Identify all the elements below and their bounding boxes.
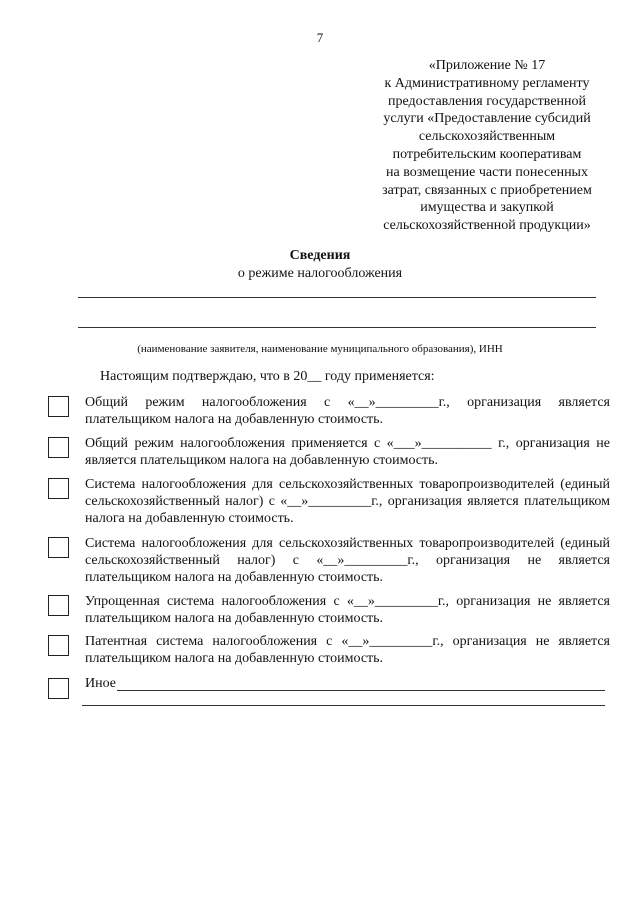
tax-regime-checkbox[interactable] (48, 437, 69, 458)
appendix-line: на возмещение части понесенных (386, 164, 588, 180)
other-regime-checkbox[interactable] (48, 678, 69, 699)
tax-regime-option-text: Система налогообложения для сельскохозяйственных товаропроизводителей (единый сельскохозяйственный налог) с «__»_________г., организация является плательщиком налога на добавленную стоимость. (85, 477, 610, 526)
appendix-line: затрат, связанных с приобретением (382, 182, 592, 198)
page-number: 7 (316, 30, 324, 45)
appendix-line: предоставления государственной (387, 93, 587, 109)
intro-statement: Настоящим подтверждаю, что в 20__ году применяется: (100, 369, 435, 384)
document-subtitle: о режиме налогообложения (237, 266, 403, 281)
tax-regime-checkbox[interactable] (48, 635, 69, 656)
tax-regime-option (45, 633, 611, 673)
appendix-line: имущества и закупкой (420, 200, 554, 216)
other-regime-field[interactable] (117, 690, 605, 691)
tax-regime-option (45, 476, 611, 526)
tax-regime-option-text: Система налогообложения для сельскохозяйственных товаропроизводителей (единый сельскохозяйственный налог) с «__»_________г., организация не является плательщиком налога на добавленную стоимость. (85, 536, 610, 585)
tax-regime-option-text: Упрощенная система налогообложения с «__»_________г., организация не является плательщиком налога на добавленную стоимость. (85, 594, 610, 626)
appendix-line: «Приложение № 17 (428, 58, 546, 73)
appendix-header (343, 57, 631, 235)
tax-regime-option (45, 593, 611, 633)
applicant-field-caption: (наименование заявителя, наименование муниципального образования), ИНН (137, 343, 503, 355)
tax-regime-option (45, 535, 611, 585)
applicant-name-field[interactable] (78, 297, 596, 298)
tax-regime-checkbox[interactable] (48, 478, 69, 499)
tax-regime-option-text: Общий режим налогообложения с «__»_________г., организация является плательщиком налога на добавленную стоимость. (85, 395, 610, 427)
document-title: Сведения (289, 248, 351, 263)
other-regime-option (45, 676, 611, 716)
tax-regime-checkbox[interactable] (48, 396, 69, 417)
appendix-line: сельскохозяйственным (418, 129, 556, 145)
other-regime-label: Иное (85, 676, 116, 691)
tax-regime-checkbox[interactable] (48, 537, 69, 558)
appendix-line: потребительским кооперативам (392, 146, 582, 162)
tax-regime-option (45, 394, 611, 434)
other-regime-field-continued[interactable] (82, 705, 605, 706)
appendix-line: к Административному регламенту (384, 75, 590, 91)
tax-regime-option-text: Общий режим налогообложения применяется с «___»__________ г., организация не является плательщиком налога на добавленную стоимость. (85, 436, 610, 468)
appendix-line: сельскохозяйственной продукции» (383, 218, 591, 234)
tax-regime-checkbox[interactable] (48, 595, 69, 616)
tax-regime-option-text: Патентная система налогообложения с «__»_________г., организация не является плательщиком налога на добавленную стоимость. (85, 634, 610, 666)
applicant-name-field-continued[interactable] (78, 327, 596, 328)
appendix-line: услуги «Предоставление субсидий (383, 111, 591, 127)
tax-regime-option (45, 435, 611, 475)
